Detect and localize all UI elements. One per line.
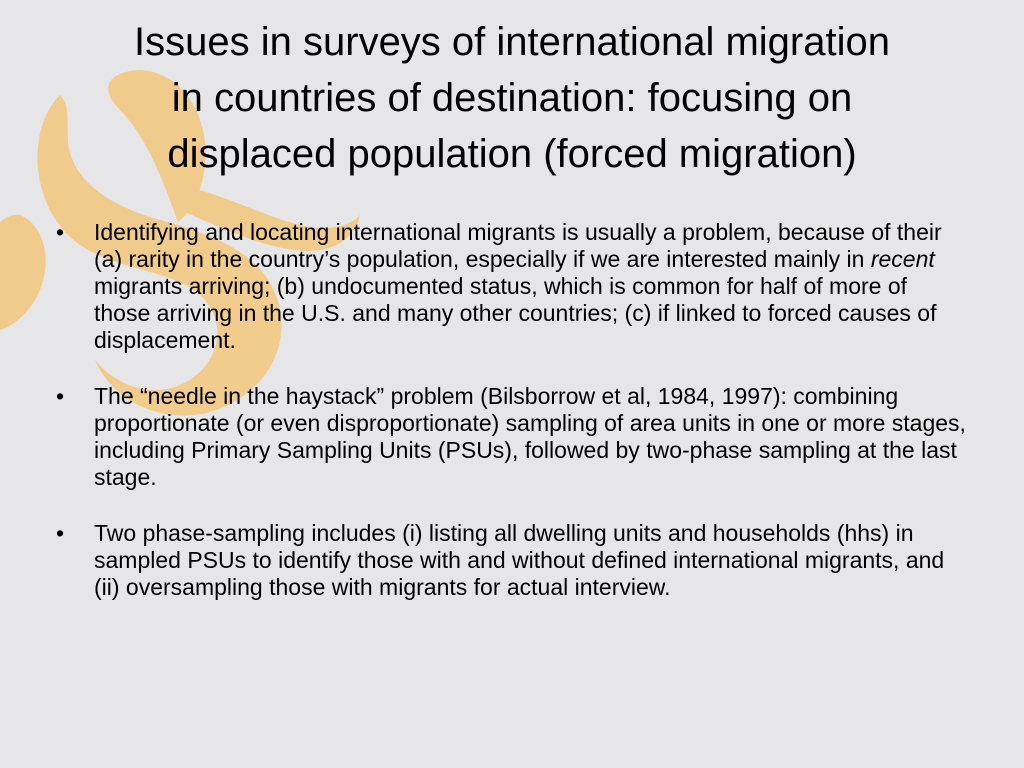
bullet-text-part: Identifying and locating international migrants is usually a problem, because of their (a) rarity in the country’s population, especially if we are interested mainly in [94, 219, 942, 272]
bullet-item [52, 383, 967, 491]
slide-title [40, 14, 984, 182]
bullet-list [52, 219, 967, 630]
bullet-text: The “needle in the haystack” problem (Bilsborrow et al, 1984, 1997): combining proportionate (or even disproportionate) sampling of area units in one or more stages, including Primary Sampling Units (PSUs), followed by two-phase sampling at the last stage. [94, 383, 966, 490]
bullet-item [52, 219, 967, 354]
title-line: displaced population (forced migration) [167, 132, 857, 176]
title-line: Issues in surveys of international migration [134, 20, 890, 64]
bullet-text: Two phase-sampling includes (i) listing all dwelling units and households (hhs) in sampled PSUs to identify those with and without defined international migrants, and (ii) oversampling those with migrants for actual interview. [94, 520, 945, 600]
bullet-icon: • [56, 520, 65, 546]
bullet-icon: • [56, 219, 65, 245]
bullet-icon: • [56, 383, 65, 409]
bullet-text-part: migrants arriving; (b) undocumented status, which is common for half of more of those arriving in the U.S. and many other countries; (c) if linked to forced causes of displacement. [94, 273, 937, 353]
bullet-emphasis: recent [870, 246, 935, 272]
title-line: in countries of destination: focusing on [171, 76, 853, 120]
bullet-item [52, 520, 967, 601]
